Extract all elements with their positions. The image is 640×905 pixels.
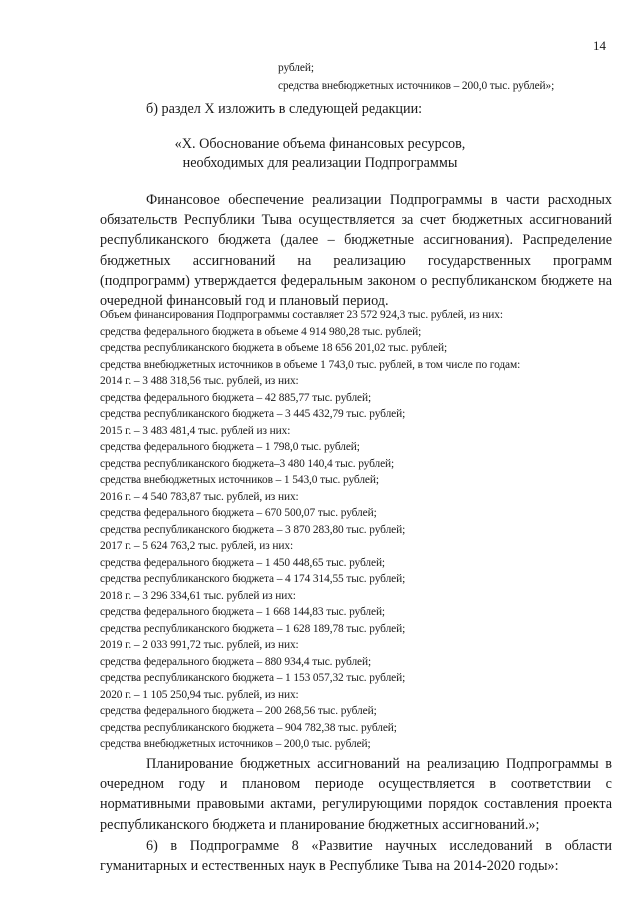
funding-line: средства федерального бюджета – 42 885,77 тыс. рублей; [100, 391, 372, 404]
funding-line: средства внебюджетных источников в объеме 1 743,0 тыс. рублей, в том числе по годам: [100, 358, 521, 371]
section-heading-line-1: «X. Обоснование объема финансовых ресурсов, [174, 136, 466, 152]
funding-line: средства федерального бюджета – 670 500,07 тыс. рублей; [100, 507, 377, 519]
section-b-instruction: б) раздел X изложить в следующей редакции: [146, 101, 423, 117]
funding-line: средства федерального бюджета – 880 934,4 тыс. рублей; [100, 655, 372, 668]
funding-line: 2014 г. – 3 488 318,56 тыс. рублей, из них: [100, 375, 299, 387]
funding-line: Объем финансирования Подпрограммы составляет 23 572 924,3 тыс. рублей, из них: [100, 309, 503, 321]
funding-line: средства внебюджетных источников – 200,0 тыс. рублей; [100, 738, 371, 750]
funding-line: средства республиканского бюджета–3 480 140,4 тыс. рублей; [100, 457, 395, 470]
funding-line: средства федерального бюджета в объеме 4 914 980,28 тыс. рублей; [100, 325, 422, 338]
funding-line: 2016 г. – 4 540 783,87 тыс. рублей, из них: [100, 490, 299, 503]
funding-line: средства федерального бюджета – 1 450 448,65 тыс. рублей; [100, 556, 385, 569]
paragraph-subprogram-8 [100, 836, 612, 876]
funding-line: средства федерального бюджета – 1 798,0 тыс. рублей; [100, 441, 360, 453]
funding-line: 2020 г. – 1 105 250,94 тыс. рублей, из них: [100, 688, 299, 701]
funding-line: средства республиканского бюджета в объеме 18 656 201,02 тыс. рублей; [100, 342, 448, 354]
funding-line: средства республиканского бюджета – 1 153 057,32 тыс. рублей; [100, 672, 406, 684]
section-heading-line-2: необходимых для реализации Подпрограммы [182, 155, 458, 171]
funding-line: 2017 г. – 5 624 763,2 тыс. рублей, из них: [100, 540, 294, 552]
page-number: 14 [593, 38, 606, 53]
funding-line: средства республиканского бюджета – 3 445 432,79 тыс. рублей; [100, 408, 406, 420]
funding-line: средства федерального бюджета – 1 668 144,83 тыс. рублей; [100, 606, 385, 618]
funding-line: средства республиканского бюджета – 4 174 314,55 тыс. рублей; [100, 573, 406, 585]
paragraph-planning [100, 754, 612, 835]
top-line-2: средства внебюджетных источников – 200,0 тыс. рублей»; [278, 80, 555, 92]
funding-line: средства федерального бюджета – 200 268,56 тыс. рублей; [100, 705, 377, 717]
paragraph-financing-text: Финансовое обеспечение реализации Подпрограммы в части расходных обязательств Республики Тыва осуществляется за счет бюджетных ассигнований республиканского бюджета (далее – бюджетные ассигнования). Распределение бюджетных ассигнований на реализацию государственных программ (подпрограмм) утверждается федеральным законом о республиканском бюджете на очередной финансовый год и плановый период. [100, 192, 612, 310]
paragraph-planning-text: Планирование бюджетных ассигнований на реализацию Подпрограммы в очередном году и плановом периоде осуществляется в соответствии с нормативными правовыми актами, регулирующими порядок составления проекта республиканского бюджета и планирование бюджетных ассигнований.»; [100, 756, 612, 833]
paragraph-financing [100, 190, 612, 311]
top-line-1: рублей; [278, 62, 314, 74]
paragraph-subprogram-8-text: 6) в Подпрограмме 8 «Развитие научных исследований в области гуманитарных и естественных наук в Республике Тыва на 2014-2020 годы»: [100, 838, 612, 875]
funding-line: 2015 г. – 3 483 481,4 тыс. рублей из них: [100, 424, 291, 437]
funding-line: средства внебюджетных источников – 1 543,0 тыс. рублей; [100, 474, 379, 486]
funding-line: средства республиканского бюджета – 1 628 189,78 тыс. рублей; [100, 622, 406, 635]
funding-line: средства республиканского бюджета – 904 782,38 тыс. рублей; [100, 721, 397, 734]
funding-line: 2018 г. – 3 296 334,61 тыс. рублей из них: [100, 589, 296, 602]
funding-line: средства республиканского бюджета – 3 870 283,80 тыс. рублей; [100, 523, 406, 536]
funding-line: 2019 г. – 2 033 991,72 тыс. рублей, из них: [100, 639, 299, 651]
